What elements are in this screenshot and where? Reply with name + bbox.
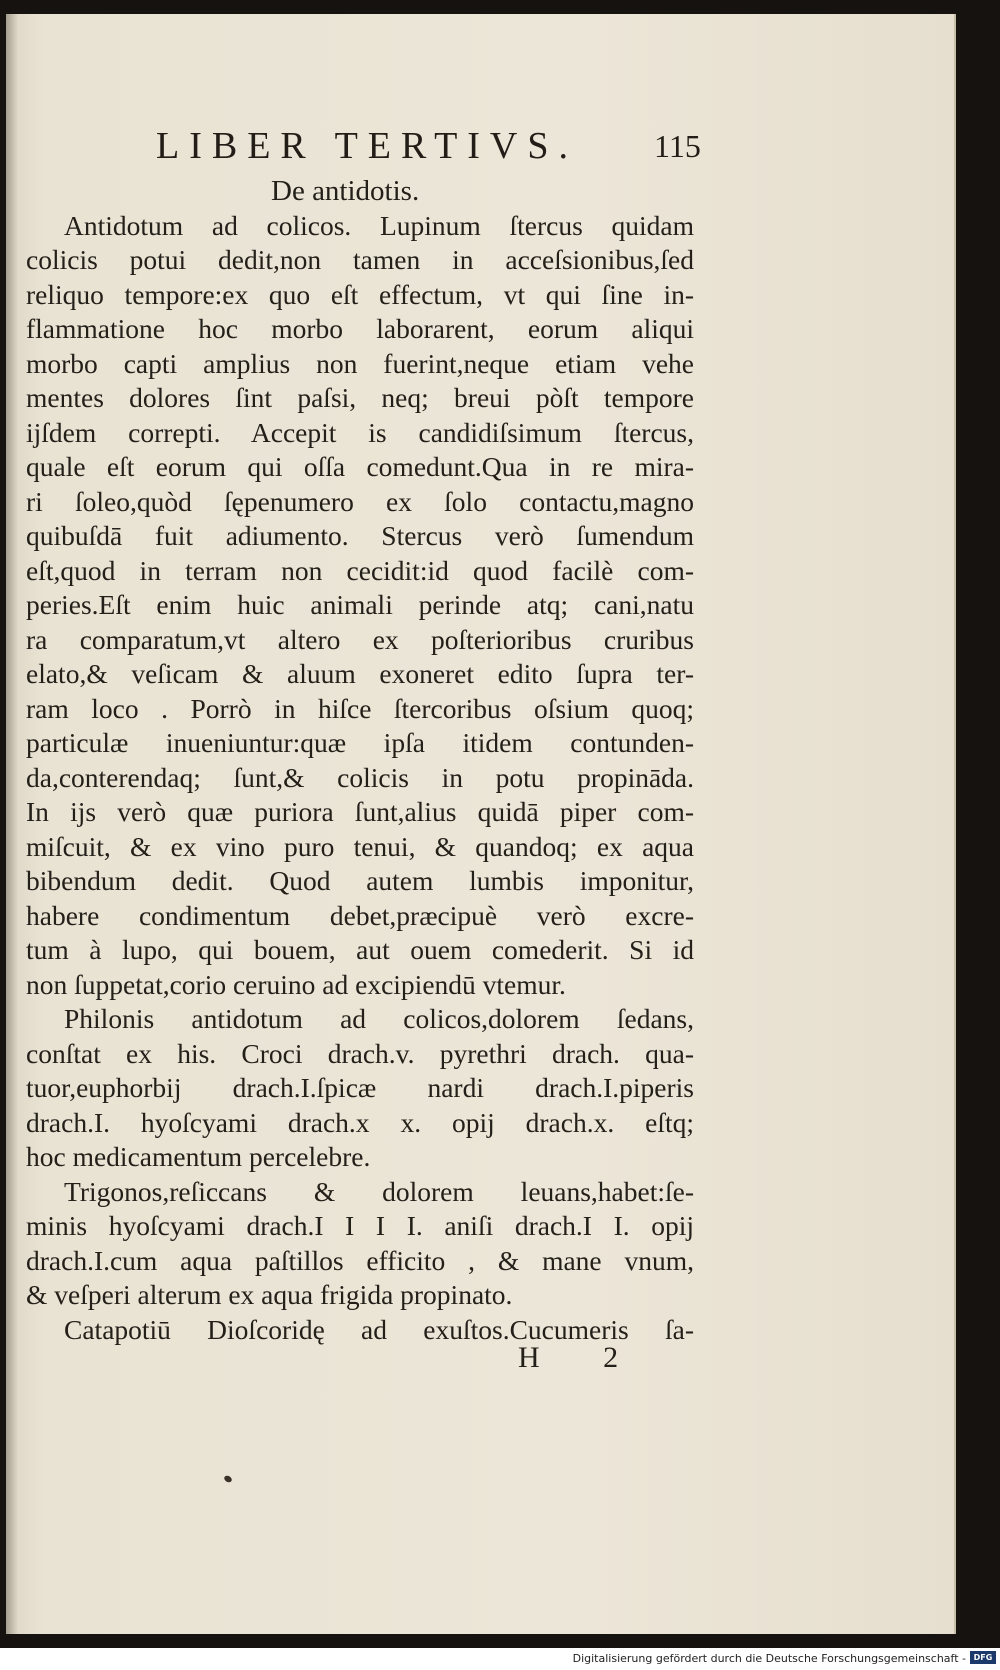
text-line: peries.Eſt enim huic animali perinde atq; cani,natu xyxy=(26,589,694,620)
text-line: quibuſdā fuit adiumento. Stercus verò ſumendum xyxy=(26,520,694,551)
text-line: morbo capti amplius non fuerint,neque etiam vehe xyxy=(26,347,694,379)
text-line: & veſperi alterum ex aqua frigida propinato. xyxy=(26,1279,513,1310)
text-line: ijſdem correpti. Accepit is candidiſsimum ſtercus, xyxy=(26,416,694,448)
text-line: particulæ inueniuntur:quæ ipſa itidem contunden- xyxy=(26,727,694,758)
text-line: mentes dolores ſint paſsi, neq; breui pòſt tempore xyxy=(26,382,694,413)
text-line: bibendum dedit. Quod autem lumbis imponitur, xyxy=(26,865,694,896)
running-title: LIBER TERTIVS. xyxy=(156,125,579,167)
digitization-footer xyxy=(0,1648,1000,1670)
text-line: conſtat ex his. Croci drach.v. pyrethri drach. qua- xyxy=(26,1037,694,1069)
text-line: In ijs verò quæ puriora ſunt,alius quidā piper com- xyxy=(26,796,694,827)
text-line: da,conterendaq; ſunt,& colicis in potu propināda. xyxy=(26,761,694,793)
text-line: Trigonos,reſiccans & dolorem leuans,habet:ſe- xyxy=(64,1175,694,1207)
text-line: drach.I. hyoſcyami drach.x x. opij drach.x. eſtq; xyxy=(26,1106,694,1138)
signature-mark: H 2 xyxy=(518,1341,647,1374)
footer-credit: Digitalisierung gefördert durch die Deutsche Forschungsgemeinschaft - xyxy=(572,1652,966,1665)
page-number: 115 xyxy=(654,128,701,164)
text-line: ri ſoleo,quòd ſępenumero ex ſolo contactu,magno xyxy=(26,485,694,517)
text-line: quale eſt eorum qui oſſa comedunt.Qua in re mira- xyxy=(26,451,694,482)
text-line: elato,& veſicam & aluum exoneret edito ſupra ter- xyxy=(26,658,694,689)
text-line: miſcuit, & ex vino puro tenui, & quandoq; ex aqua xyxy=(26,830,694,862)
body-text xyxy=(26,174,694,1347)
text-line: flammatione hoc morbo laborarent, eorum aliqui xyxy=(26,313,694,344)
ink-stain xyxy=(223,1474,233,1483)
text-line: eſt,quod in terram non cecidit:id quod facilè com- xyxy=(26,554,694,586)
text-line: non ſuppetat,corio ceruino ad excipiendū vtemur. xyxy=(26,968,566,1000)
text-line: colicis potui dedit,non tamen in acceſsionibus,ſed xyxy=(26,244,694,275)
text-line: ram loco . Porrò in hiſce ſtercoribus oſsium quoq; xyxy=(26,692,694,724)
book-page xyxy=(6,14,956,1634)
section-heading: De antidotis. xyxy=(271,175,420,207)
text-line: minis hyoſcyami drach.I I I I. aniſi drach.I I. opij xyxy=(26,1210,694,1241)
text-line: Antidotum ad colicos. Lupinum ſtercus quidam xyxy=(64,209,694,241)
text-line: Philonis antidotum ad colicos,dolorem ſedans, xyxy=(64,1003,694,1034)
text-line: hoc medicamentum percelebre. xyxy=(26,1141,371,1172)
text-line: ra comparatum,vt altero ex poſterioribus cruribus xyxy=(26,623,694,655)
text-line: tum à lupo, qui bouem, aut ouem comederit. Si id xyxy=(26,934,694,965)
page-header xyxy=(6,114,954,174)
dfg-logo-icon: DFG xyxy=(970,1651,996,1664)
text-line: reliquo tempore:ex quo eſt effectum, vt qui ſine in- xyxy=(26,278,694,310)
text-line: drach.I.cum aqua paſtillos efficito , & mane vnum, xyxy=(26,1244,694,1276)
text-line: tuor,euphorbij drach.I.ſpicæ nardi drach.I.piperis xyxy=(26,1072,694,1103)
text-line: habere condimentum debet,præcipuè verò excre- xyxy=(26,899,694,931)
text-line: Catapotiū Dioſcoridę ad exuſtos.Cucumeris ſa- xyxy=(64,1313,694,1345)
